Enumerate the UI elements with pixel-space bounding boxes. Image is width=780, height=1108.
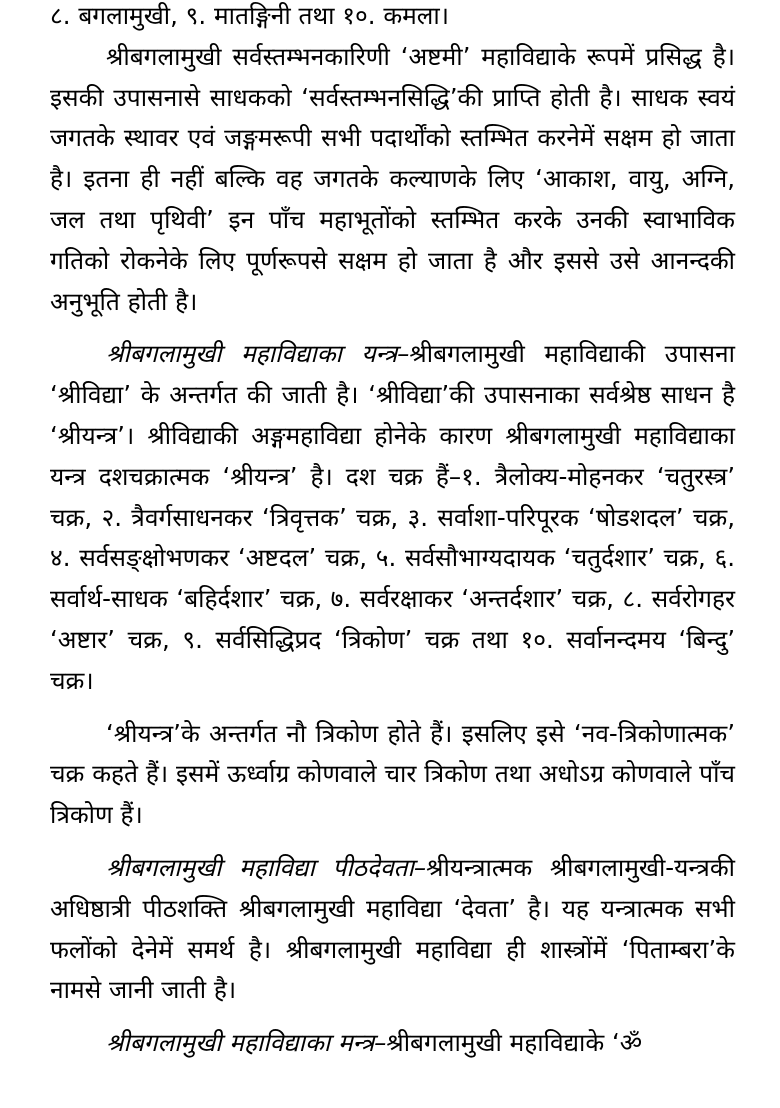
intro-line: ८. बगलामुखी, ९. मातङ्गिनी तथा १०. कमला।: [50, 1, 450, 30]
paragraph-stambhan: श्रीबगलामुखी सर्वस्तम्भनकारिणी ‘अष्टमी’ महाविद्याके रूपमें प्रसिद्ध है। इसकी उपासनासे साधकको ‘सर्वस्तम्भनसिद्धि’की प्राप्ति होती है। साधक स्वयं जगतके स्थावर एवं जङ्गमरूपी सभी पदार्थोंको स्तम्भित करनेमें सक्षम हो जाता है। इतना ही नहीं बल्कि वह जगतके कल्याणके लिए ‘आकाश, वायु, अग्नि, जल तथा पृथिवी’ इन पाँच महाभूतोंको स्तम्भित करके उनकी स्वाभाविक गतिको रोकनेके लिए पूर्णरूपसे सक्षम हो जाता है और इससे उसे आनन्दकी अनुभूति होती है।: [50, 41, 735, 316]
section-heading-peethdevata: श्रीबगलामुखी महाविद्या पीठदेवता–: [106, 852, 427, 882]
paragraph-mantra: [50, 1023, 735, 1064]
paragraph-peethdevata: [50, 848, 735, 1011]
document-page: [50, 0, 735, 1064]
paragraph-mantra-body: श्रीबगलामुखी महाविद्याके ‘ॐ: [386, 1028, 643, 1058]
section-heading-yantra: श्रीबगलामुखी महाविद्याका यन्त्र–: [106, 339, 410, 369]
section-heading-mantra: श्रीबगलामुखी महाविद्याका मन्त्र–: [106, 1028, 387, 1058]
paragraph-yantra: [50, 334, 735, 701]
paragraph-yantra-body: श्रीबगलामुखी महाविद्याकी उपासना ‘श्रीविद्या’ के अन्तर्गत की जाती है। ‘श्रीविद्या’की उपासनाका सर्वश्रेष्ठ साधन है ‘श्रीयन्त्र’। श्रीविद्याकी अङ्गमहाविद्या होनेके कारण श्रीबगलामुखी महाविद्याका यन्त्र दशचक्रात्मक ‘श्रीयन्त्र’ है। दश चक्र हैं–१. त्रैलोक्य-मोहनकर ‘चतुरस्त्र’ चक्र, २. त्रैवर्गसाधनकर ‘त्रिवृत्तक’ चक्र, ३. सर्वाशा-परिपूरक ‘षोडशदल’ चक्र, ४. सर्वसङ्क्षोभणकर ‘अष्टदल’ चक्र, ५. सर्वसौभाग्यदायक ‘चतुर्दशार’ चक्र, ६. सर्वार्थ-साधक ‘बहिर्दशार’ चक्र, ७. सर्वरक्षाकर ‘अन्तर्दशार’ चक्र, ८. सर्वरोगहर ‘अष्टार’ चक्र, ९. सर्वसिद्धिप्रद ‘त्रिकोण’ चक्र तथा १०. सर्वानन्दमय ‘बिन्दु’ चक्र।: [50, 339, 735, 695]
paragraph-peethdevata-body: श्रीयन्त्रात्मक श्रीबगलामुखी-यन्त्रकी अधिष्ठात्री पीठशक्ति श्रीबगलामुखी महाविद्या ‘देवता’ है। यह यन्त्रात्मक सभी फलोंको देनेमें समर्थ है। श्रीबगलामुखी महाविद्या ही शास्त्रोंमें ‘पिताम्बरा’के नामसे जानी जाती है।: [50, 852, 735, 1005]
paragraph-trikona: ‘श्रीयन्त्र’के अन्तर्गत नौ त्रिकोण होते हैं। इसलिए इसे ‘नव-त्रिकोणात्मक’ चक्र कहते हैं। इसमें ऊर्ध्वाग्र कोणवाले चार त्रिकोण तथा अधोऽग्र कोणवाले पाँच त्रिकोण हैं।: [50, 718, 735, 830]
